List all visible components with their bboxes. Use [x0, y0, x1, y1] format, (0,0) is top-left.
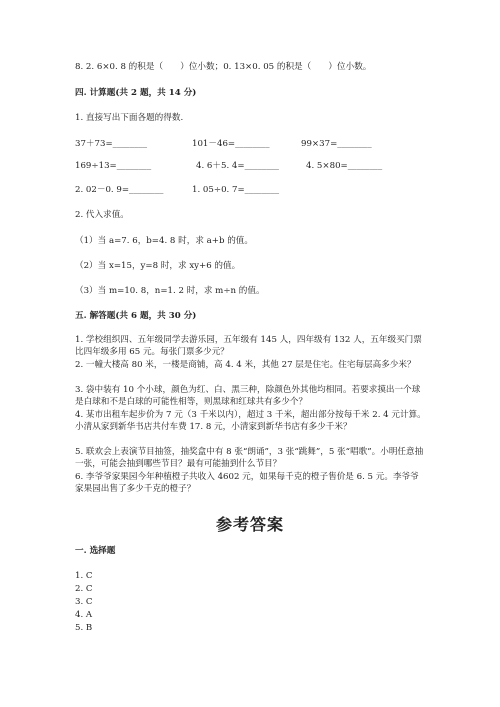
answer-key-title: 参考答案 [215, 515, 284, 534]
problem-6: 6. 李爷爷家果园今年种植橙子共收入 4602 元，如果每千克的橙子售价是 6. 5 元。李爷爷家果园出售了多少千克的橙子？ [75, 472, 419, 495]
section-5-title: 五. 解答题(共 6 题，共 30 分) [75, 311, 197, 321]
answer-item: 1. C [75, 571, 93, 581]
answer-item: 3. C [75, 597, 93, 607]
answer-list [75, 570, 93, 635]
answer-item: 5. B [75, 623, 93, 633]
calc-item: 169÷13=________ [75, 161, 152, 171]
calc-item: 2. 02－0. 9=________ [75, 185, 164, 195]
problem-1: 1. 学校组织四、五年级同学去游乐园，五年级有 145 人，四年级有 132 人，五年级买门票比四年级多用 65 元。每张门票多少元？ [75, 335, 422, 358]
question-8: 8. 2. 6×0. 8 的积是（ ）位小数；0. 13×0. 05 的积是（ ）位小数。 [75, 62, 372, 72]
calc-instruction: 1. 直接写出下面各题的得数. [75, 113, 184, 123]
substitute-item-3: （3）当 m=10. 8，n=1. 2 时，求 m÷n 的值。 [75, 286, 265, 296]
calc-item: 1. 05÷0. 7=________ [192, 185, 280, 195]
substitute-item-1: （1）当 a=7. 6，b=4. 8 时，求 a+b 的值。 [75, 236, 253, 246]
calc-item: 101－46=________ [192, 139, 270, 149]
calc-item: 99×37=________ [301, 139, 372, 149]
section-4-title: 四. 计算题(共 2 题，共 14 分) [75, 88, 197, 98]
substitute-item-2: （2）当 x=15，y=8 时，求 xy+6 的值。 [75, 261, 241, 271]
answer-section-1-title: 一. 选择题 [75, 546, 116, 556]
answer-item: 4. A [75, 610, 93, 620]
calc-item: 37＋73=________ [75, 139, 148, 149]
problem-3: 3. 袋中装有 10 个小球，颜色为红、白、黑三种，除颜色外其他均相同。若要求摸出一个球是白球和不是白球的可能性相等，则黑球和红球共有多少个？ [75, 385, 421, 408]
answer-item: 2. C [75, 584, 93, 594]
problem-5: 5. 联欢会上表演节目抽签，抽奖盒中有 8 张“朗诵”，3 张“跳舞”，5 张“唱歌”。小明任意抽一张，可能会抽到哪些节目？最有可能抽到什么节目？ [75, 447, 424, 470]
calc-item: 4. 6＋5. 4=________ [196, 161, 279, 171]
calc-item: 4. 5×80=________ [306, 161, 383, 171]
problem-4: 4. 某市出租车起步价为 7 元（3 千米以内），超过 3 千米，超出部分按每千米 2. 4 元计算。小清从家到新华书店共付车费 17. 8 元，小清家到新华书店有多少千米？ [75, 410, 426, 433]
substitute-instruction: 2. 代入求值。 [75, 210, 129, 220]
problem-2: 2. 一幢大楼高 80 米，一楼是商铺，高 4. 4 米，其他 27 层是住宅。住宅每层高多少米？ [75, 360, 416, 370]
